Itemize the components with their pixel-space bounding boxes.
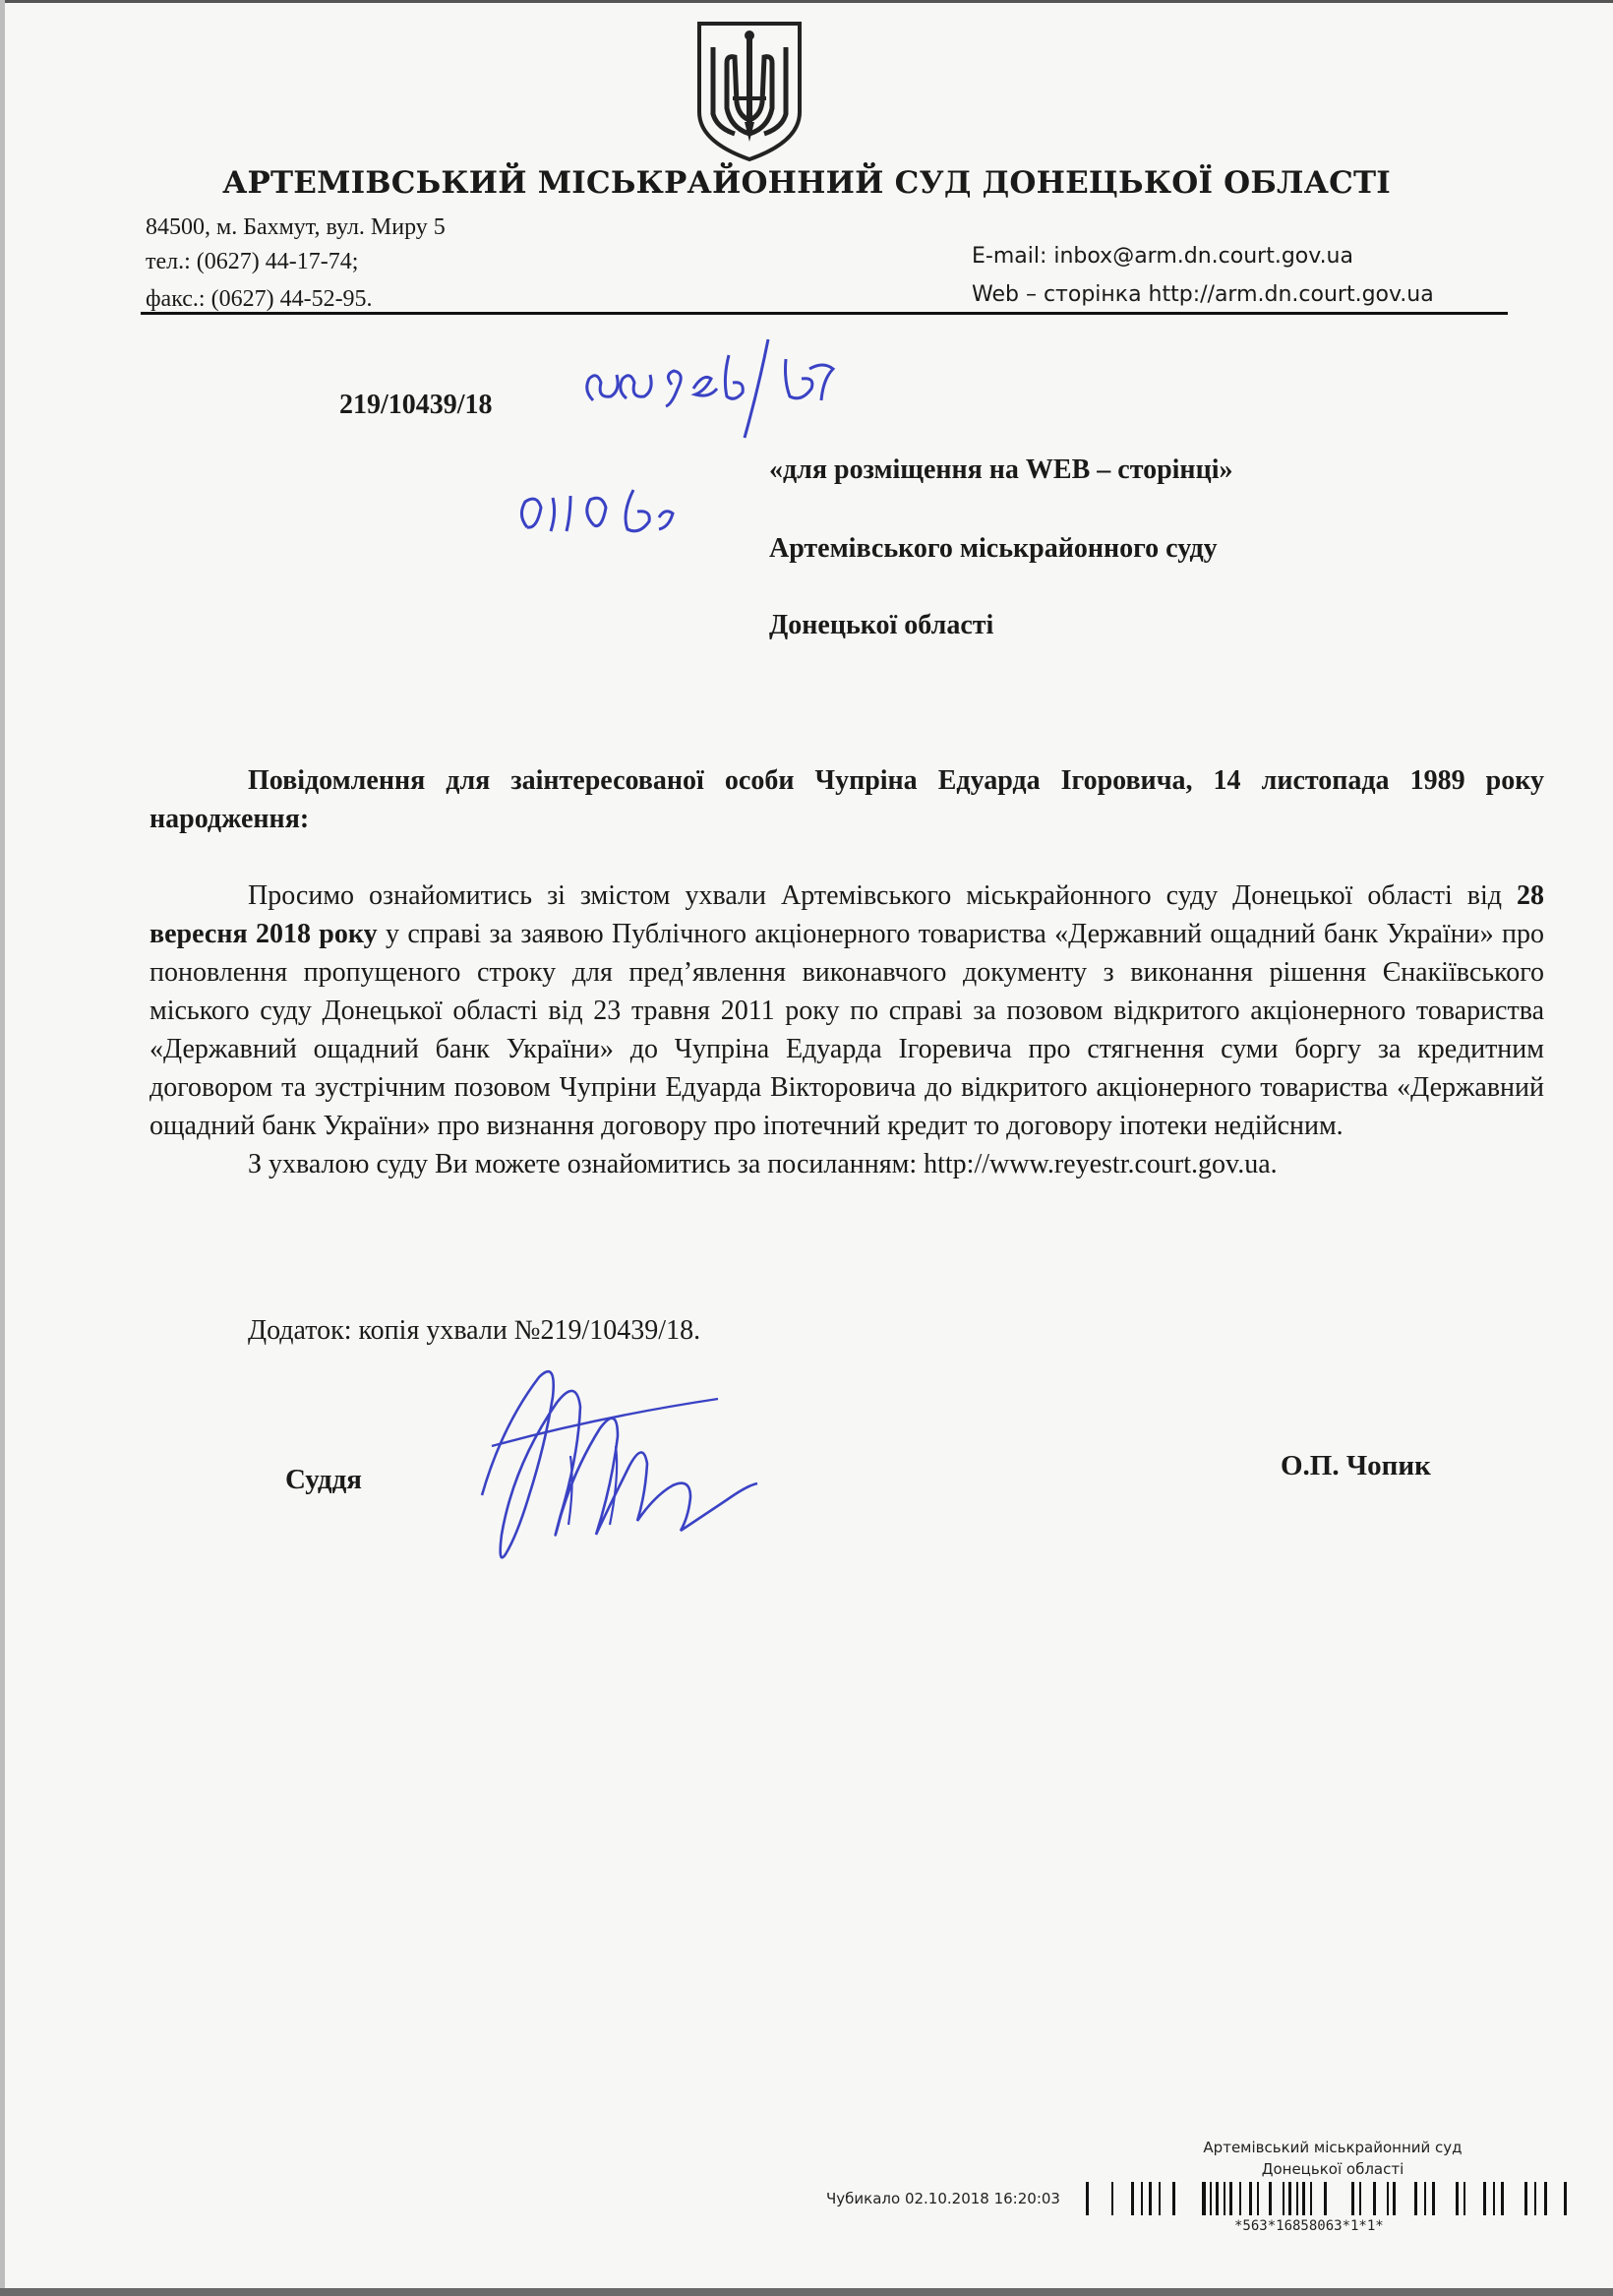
court-name-heading: АРТЕМІВСЬКИЙ МІСЬКРАЙОННИЙ СУД ДОНЕЦЬКОЇ ОБЛАСТІ [222, 165, 1391, 201]
coat-of-arms-icon [691, 18, 807, 163]
stamp-clerk-timestamp: Чубикало 02.10.2018 16:20:03 [826, 2190, 1060, 2207]
addressee-line-2: Артемівського міськрайонного суду [769, 533, 1218, 564]
body-text-start: Просимо ознайомитись зі змістом ухвали Артемівського міськрайонного суду Донецької області від [248, 880, 1517, 911]
court-address: 84500, м. Бахмут, вул. Миру 5 [146, 214, 446, 240]
judge-label: Суддя [285, 1464, 362, 1495]
court-phone: тел.: (0627) 44-17-74; [146, 249, 359, 274]
court-fax: факс.: (0627) 44-52-95. [146, 286, 373, 312]
scan-left-edge [0, 0, 5, 2296]
attachment-line: Додаток: копія ухвали №219/10439/18. [248, 1315, 701, 1346]
handwritten-reference-number [575, 320, 870, 443]
registration-stamp [1175, 2137, 1490, 2180]
addressee-line-3: Донецької області [769, 610, 994, 640]
handwritten-date [511, 474, 708, 548]
barcode-number: *563*16858063*1*1* [1234, 2218, 1384, 2234]
ruling-date: 28 вересня 2018 року [149, 880, 1544, 949]
court-email: E-mail: inbox@arm.dn.court.gov.ua [972, 244, 1353, 269]
notice-heading [149, 761, 1544, 838]
document-barcode [1086, 2182, 1568, 2215]
body-text-end: у справі за заявою Публічного акціонерного товариства «Державний ощадний банк України» про поновлення пропущеного строку для пред’явлення виконавчого документу з виконання рішення Єнакіївського міського суду Донецької області від 23 травня 2011 року по справі за позовом відкритого акціонерного товариства «Державний ощадний банк України» до Чупріна Едуарда Ігоревича про стягнення суми боргу за кредитним договором та зустрічним позовом Чупріни Едуарда Вікторовича до відкритого акціонерного товариства «Державний ощадний банк України» про визнання договору про іпотечний кредит то договору іпотеки недійсним. [149, 919, 1544, 1141]
notice-heading-text: Повідомлення для заінтересованої особи Чупріна Едуарда Ігоровича, 14 листопада 1989 року народження: [149, 765, 1544, 834]
header-divider [141, 312, 1508, 315]
court-website: Web – сторінка http://arm.dn.court.gov.ua [972, 282, 1434, 307]
stamp-court-region: Донецької області [1261, 2160, 1404, 2178]
notice-body-text [149, 876, 1544, 1145]
registration-number: 219/10439/18 [339, 390, 493, 420]
judge-name: О.П. Чопик [1281, 1450, 1431, 1481]
scan-bottom-edge [0, 2288, 1613, 2296]
stamp-court-name: Артемівський міськрайонний суд [1203, 2139, 1463, 2156]
attachment-block [149, 1311, 1544, 1350]
scan-top-edge [0, 0, 1613, 3]
judge-signature [462, 1338, 777, 1584]
registry-link-line: З ухвалою суду Ви можете ознайомитись за посиланням: http://www.reyestr.court.gov.ua. [248, 1149, 1278, 1179]
addressee-line-1: «для розміщення на WEB – сторінці» [769, 454, 1233, 485]
notice-body [149, 876, 1544, 1183]
